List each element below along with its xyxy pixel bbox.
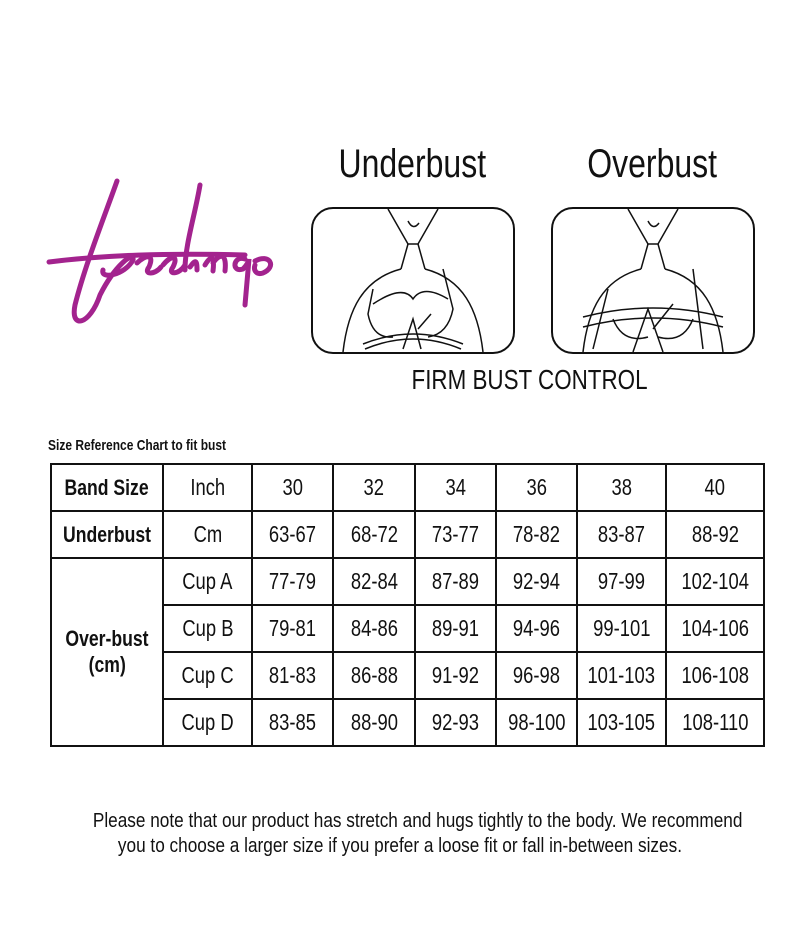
- table-cell: 102-104: [666, 558, 764, 605]
- brand-logo: [45, 175, 280, 335]
- table-cell: 98-100: [496, 699, 577, 746]
- row-header: Band Size: [51, 464, 163, 511]
- underbust-measurement-icon: [313, 209, 513, 352]
- table-cell: 92-94: [496, 558, 577, 605]
- unit-cell: Inch: [163, 464, 252, 511]
- table-cell: 84-86: [333, 605, 415, 652]
- product-line-title: FIRM BUST CONTROL: [411, 364, 649, 395]
- feelings-logo-icon: [45, 175, 280, 335]
- table-cell: 77-79: [252, 558, 333, 605]
- table-cell: 34: [415, 464, 496, 511]
- table-cell: 97-99: [577, 558, 666, 605]
- cup-cell: Cup C: [163, 652, 252, 699]
- table-cell: 99-101: [577, 605, 666, 652]
- table-cell: 78-82: [496, 511, 577, 558]
- underbust-heading: Underbust: [338, 142, 486, 186]
- fit-note: Please note that our product has stretch and hugs tightly to the body. We recommend you to choose a larger size if you prefer a loose fit or fall in-between sizes.: [92, 810, 743, 857]
- table-cell: 106-108: [666, 652, 764, 699]
- table-cell: 103-105: [577, 699, 666, 746]
- table-row-cup-a: [51, 558, 764, 605]
- table-cell: 86-88: [333, 652, 415, 699]
- table-cell: 73-77: [415, 511, 496, 558]
- table-cell: 82-84: [333, 558, 415, 605]
- table-cell: 104-106: [666, 605, 764, 652]
- chart-caption: Size Reference Chart to fit bust: [48, 437, 227, 454]
- table-cell: 91-92: [415, 652, 496, 699]
- table-cell: 36: [496, 464, 577, 511]
- overbust-heading: Overbust: [587, 142, 717, 186]
- table-cell: 96-98: [496, 652, 577, 699]
- table-cell: 68-72: [333, 511, 415, 558]
- table-cell: 101-103: [577, 652, 666, 699]
- table-cell: 88-90: [333, 699, 415, 746]
- table-cell: 30: [252, 464, 333, 511]
- cup-cell: Cup B: [163, 605, 252, 652]
- overbust-measurement-icon: [553, 209, 753, 352]
- table-row-underbust: [51, 511, 764, 558]
- table-cell: 83-85: [252, 699, 333, 746]
- row-header: Underbust: [51, 511, 163, 558]
- table-cell: 92-93: [415, 699, 496, 746]
- cup-cell: Cup D: [163, 699, 252, 746]
- underbust-illustration: [311, 207, 515, 354]
- table-row-band-size: [51, 464, 764, 511]
- table-cell: 88-92: [666, 511, 764, 558]
- table-cell: 81-83: [252, 652, 333, 699]
- table-cell: 32: [333, 464, 415, 511]
- table-cell: 38: [577, 464, 666, 511]
- table-cell: 83-87: [577, 511, 666, 558]
- table-cell: 94-96: [496, 605, 577, 652]
- row-header-overbust: Over-bust (cm): [51, 558, 163, 746]
- overbust-illustration: [551, 207, 755, 354]
- table-cell: 40: [666, 464, 764, 511]
- size-table: [50, 463, 765, 747]
- table-cell: 87-89: [415, 558, 496, 605]
- table-cell: 89-91: [415, 605, 496, 652]
- table-cell: 108-110: [666, 699, 764, 746]
- cup-cell: Cup A: [163, 558, 252, 605]
- table-cell: 79-81: [252, 605, 333, 652]
- unit-cell: Cm: [163, 511, 252, 558]
- table-cell: 63-67: [252, 511, 333, 558]
